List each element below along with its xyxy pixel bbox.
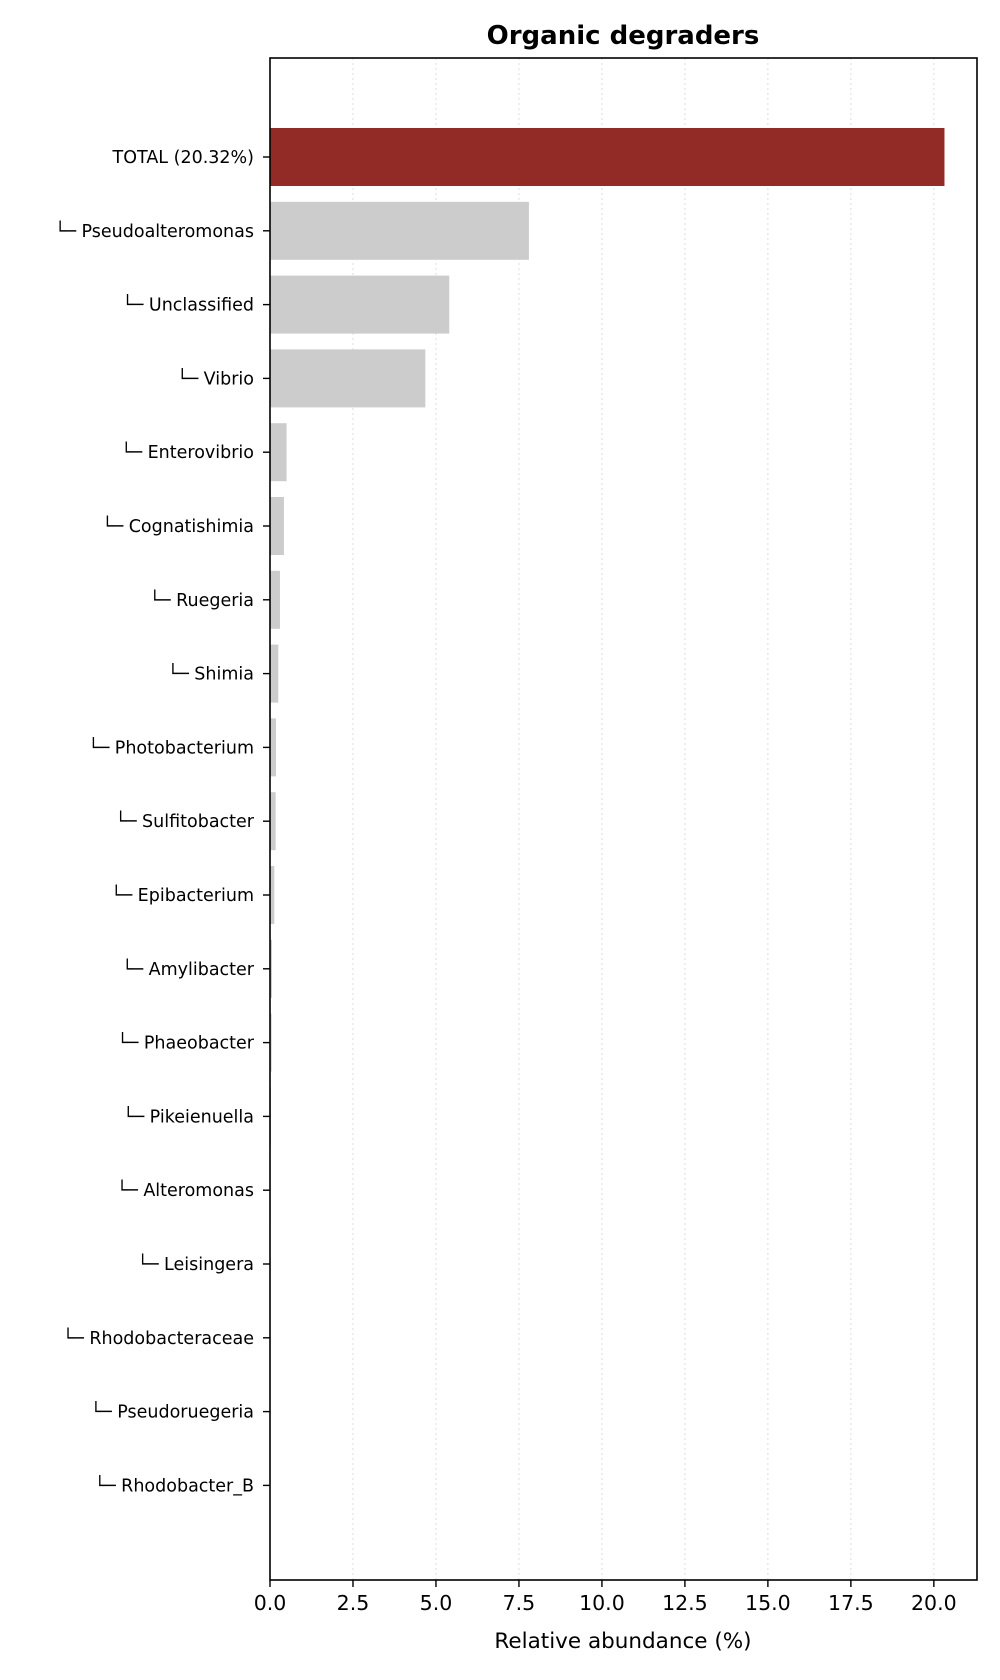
y-tick-label: └─ Pikeienuella bbox=[123, 1105, 254, 1127]
chart-title: Organic degraders bbox=[487, 21, 760, 51]
y-tick-label: └─ Alteromonas bbox=[117, 1179, 254, 1201]
x-axis-label: Relative abundance (%) bbox=[494, 1629, 751, 1654]
y-tick-label: └─ Leisingera bbox=[137, 1253, 254, 1275]
y-tick-label: └─ Rhodobacter_B bbox=[95, 1474, 254, 1496]
y-tick-label: └─ Rhodobacteraceae bbox=[63, 1327, 254, 1349]
bar bbox=[270, 423, 287, 481]
bar bbox=[270, 349, 425, 407]
y-tick-label: └─ Cognatishimia bbox=[102, 515, 254, 537]
y-tick-label: └─ Unclassified bbox=[122, 294, 254, 316]
bar bbox=[270, 497, 284, 555]
x-tick-label: 2.5 bbox=[337, 1591, 370, 1615]
bar bbox=[270, 718, 276, 776]
y-axis-ticks bbox=[55, 148, 270, 1496]
y-tick-label: └─ Epibacterium bbox=[111, 884, 254, 906]
y-tick-label: └─ Pseudoruegeria bbox=[91, 1401, 254, 1423]
y-tick-label: └─ Phaeobacter bbox=[117, 1032, 255, 1054]
bars bbox=[270, 128, 944, 1514]
x-tick-label: 7.5 bbox=[503, 1591, 536, 1615]
bar-total bbox=[270, 128, 944, 186]
bar bbox=[270, 202, 529, 260]
x-tick-label: 17.5 bbox=[828, 1591, 874, 1615]
x-tick-label: 12.5 bbox=[662, 1591, 708, 1615]
bar bbox=[270, 645, 278, 703]
y-tick-label: └─ Pseudoalteromonas bbox=[55, 220, 254, 242]
y-tick-label: └─ Amylibacter bbox=[122, 958, 255, 980]
x-axis-ticks bbox=[254, 1580, 957, 1615]
y-tick-label: └─ Photobacterium bbox=[88, 736, 254, 758]
y-tick-label: └─ Ruegeria bbox=[149, 589, 254, 611]
bar bbox=[270, 276, 449, 334]
x-tick-label: 10.0 bbox=[579, 1591, 625, 1615]
bar bbox=[270, 792, 276, 850]
x-tick-label: 15.0 bbox=[745, 1591, 791, 1615]
y-tick-label: └─ Vibrio bbox=[177, 367, 254, 389]
x-tick-label: 0.0 bbox=[254, 1591, 287, 1615]
y-tick-label: └─ Shimia bbox=[168, 663, 254, 685]
x-tick-label: 20.0 bbox=[911, 1591, 957, 1615]
y-tick-label: └─ Sulfitobacter bbox=[115, 810, 254, 832]
y-tick-label: └─ Enterovibrio bbox=[121, 441, 254, 463]
x-tick-label: 5.0 bbox=[420, 1591, 453, 1615]
y-tick-label: TOTAL (20.32%) bbox=[112, 148, 254, 168]
bar bbox=[270, 571, 280, 629]
